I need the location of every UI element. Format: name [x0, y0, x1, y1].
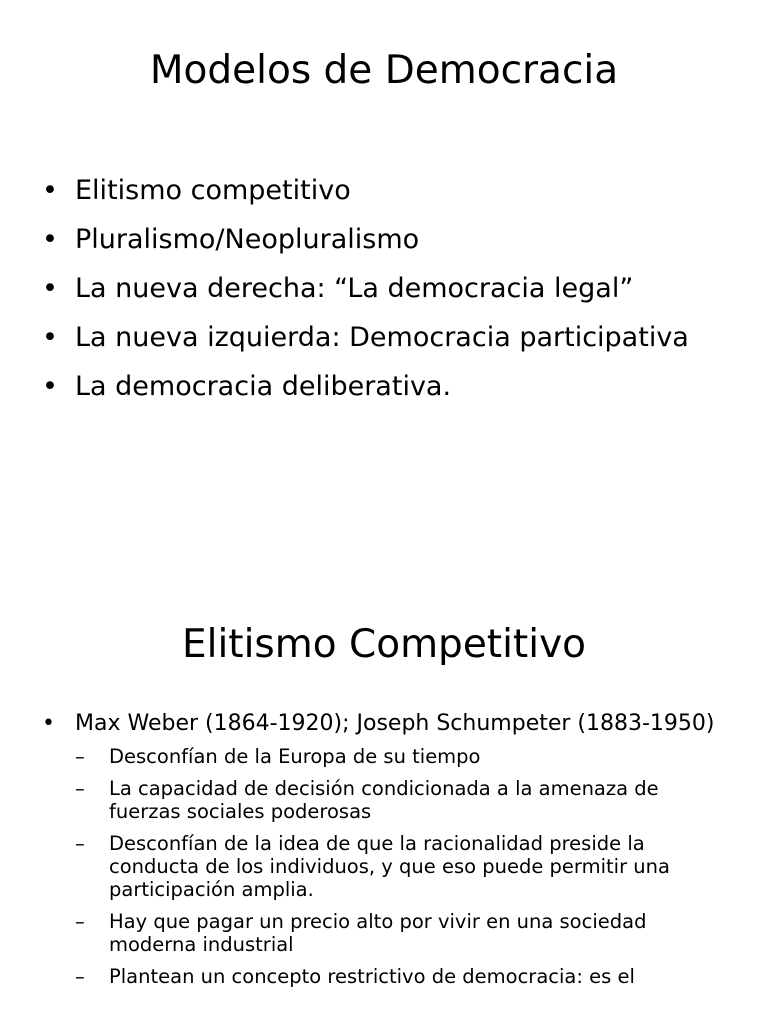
list-item	[42, 711, 732, 988]
sub-list-item-text: Desconfían de la idea de que la racionalidad preside la conducta de los individuos, y que eso puede permitir una participación amplia.	[109, 832, 670, 901]
list-item-text: Pluralismo/Neopluralismo	[75, 224, 420, 255]
list-item	[42, 368, 732, 417]
list-item-text: Max Weber (1864-1920); Joseph Schumpeter (1883-1950)	[75, 711, 715, 736]
list-item	[42, 221, 732, 270]
dash-icon: –	[75, 832, 85, 855]
bullet-icon: •	[42, 322, 58, 353]
slide-title: Elitismo Competitivo	[181, 622, 587, 667]
bullet-icon: •	[42, 175, 58, 206]
list-item-text: La nueva izquierda: Democracia participativa	[75, 322, 689, 353]
list-item-text: La democracia deliberativa.	[75, 371, 452, 402]
list-item	[42, 319, 732, 368]
sub-list-item	[75, 777, 732, 823]
sub-list-item-text: La capacidad de decisión condicionada a la amenaza de fuerzas sociales poderosas	[109, 777, 659, 823]
bullet-icon: •	[42, 224, 58, 255]
bullet-icon: •	[42, 273, 58, 304]
sub-list-item	[75, 745, 732, 768]
sub-list-item	[75, 965, 732, 988]
sub-list-item	[75, 832, 732, 901]
bullet-list	[42, 711, 732, 997]
list-item-text: Elitismo competitivo	[75, 175, 351, 206]
bullet-list	[42, 172, 732, 417]
list-item	[42, 172, 732, 221]
bullet-icon: •	[42, 711, 55, 736]
dash-icon: –	[75, 777, 85, 800]
slide-elitismo-competitivo	[0, 576, 768, 1024]
sub-bullet-list	[75, 745, 732, 988]
list-item	[42, 270, 732, 319]
sub-list-item-text: Hay que pagar un precio alto por vivir en una sociedad moderna industrial	[109, 910, 647, 956]
dash-icon: –	[75, 965, 85, 988]
bullet-icon: •	[42, 371, 58, 402]
sub-list-item-text: Plantean un concepto restrictivo de democracia: es el	[109, 965, 635, 988]
dash-icon: –	[75, 910, 85, 933]
sub-list-item-text: Desconfían de la Europa de su tiempo	[109, 745, 481, 768]
slide-title: Modelos de Democracia	[149, 48, 619, 93]
dash-icon: –	[75, 745, 85, 768]
sub-list-item	[75, 910, 732, 956]
list-item-text: La nueva derecha: “La democracia legal”	[75, 273, 634, 304]
